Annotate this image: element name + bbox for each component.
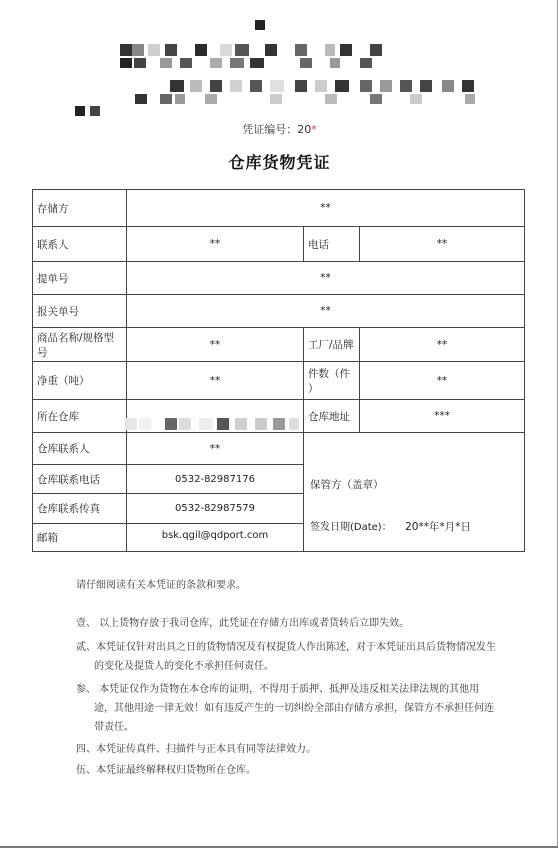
- note-item-3-cont: 途，其他用途一律无效！如有违反产生的一切纠纷全部由存储方承担，保管方不承担任何连: [94, 703, 494, 714]
- phone-value: **: [360, 227, 525, 262]
- pieces-label: 件数（件 ）: [304, 362, 360, 400]
- net-weight-value: **: [127, 362, 304, 400]
- note-item-1: 壹、 以上货物存放于我司仓库，此凭证在存储方出库或者货转后立即失效。: [76, 618, 410, 629]
- email-label: 邮箱: [33, 524, 127, 552]
- product-label: 商品名称/规格型号: [33, 328, 127, 362]
- wh-phone-value: 0532-82987176: [127, 465, 304, 494]
- warehouse-address-label: 仓库地址: [304, 400, 360, 433]
- wh-fax-value: 0532-82987579: [127, 494, 304, 524]
- wh-contact-value: **: [127, 433, 304, 465]
- email-value: bsk.qgil@qdport.com: [127, 524, 304, 552]
- bill-no-label: 提单号: [33, 262, 127, 295]
- notes-intro: 请仔细阅读有关本凭证的条款和要求。: [76, 580, 246, 591]
- depositor-label: 存储方: [33, 190, 127, 227]
- wh-phone-label: 仓库联系电话: [33, 465, 127, 494]
- bill-no-value: **: [127, 262, 525, 295]
- brand-value: **: [360, 328, 525, 362]
- voucher-title: 仓库货物凭证: [228, 153, 331, 172]
- custodian-block: [304, 433, 525, 552]
- custodian-label: 保管方（盖章）: [310, 479, 384, 491]
- warehouse-label: 所在仓库: [33, 400, 127, 433]
- note-item-5: 伍、本凭证最终解释权归货物所在仓库。: [76, 765, 256, 776]
- contact-label: 联系人: [33, 227, 127, 262]
- voucher-number: 凭证编号：20*: [242, 123, 317, 136]
- voucher-form: [32, 189, 525, 552]
- product-value: **: [127, 328, 304, 362]
- warehouse-address-value: ***: [360, 400, 525, 433]
- net-weight-label: 净重（吨）: [33, 362, 127, 400]
- note-item-3-cont2: 带责任。: [94, 722, 134, 733]
- contact-value: **: [127, 227, 304, 262]
- note-item-2: 贰、本凭证仅针对出具之日的货物情况及有权提货人作出陈述，对于本凭证出具后货物情况发生: [76, 642, 496, 653]
- wh-fax-label: 仓库联系传真: [33, 494, 127, 524]
- customs-no-label: 报关单号: [33, 295, 127, 328]
- depositor-value: **: [127, 190, 525, 227]
- brand-label: 工厂/品牌: [304, 328, 360, 362]
- note-item-2-cont: 的变化及提货人的变化不承担任何责任。: [94, 661, 274, 672]
- sign-date: 签发日期(Date)： 20**年*月*日: [310, 521, 471, 533]
- customs-no-value: **: [127, 295, 525, 328]
- wh-contact-label: 仓库联系人: [33, 433, 127, 465]
- phone-label: 电话: [304, 227, 360, 262]
- redacted-header: [70, 18, 480, 118]
- warehouse-value-redacted: [127, 400, 304, 433]
- pieces-value: **: [360, 362, 525, 400]
- note-item-4: 四、本凭证传真件、扫描件与正本具有同等法律效力。: [76, 744, 316, 755]
- note-item-3: 参、 本凭证仅作为货物在本仓库的证明，不得用于质押、抵押及违反相关法律法规的其他用: [76, 684, 480, 695]
